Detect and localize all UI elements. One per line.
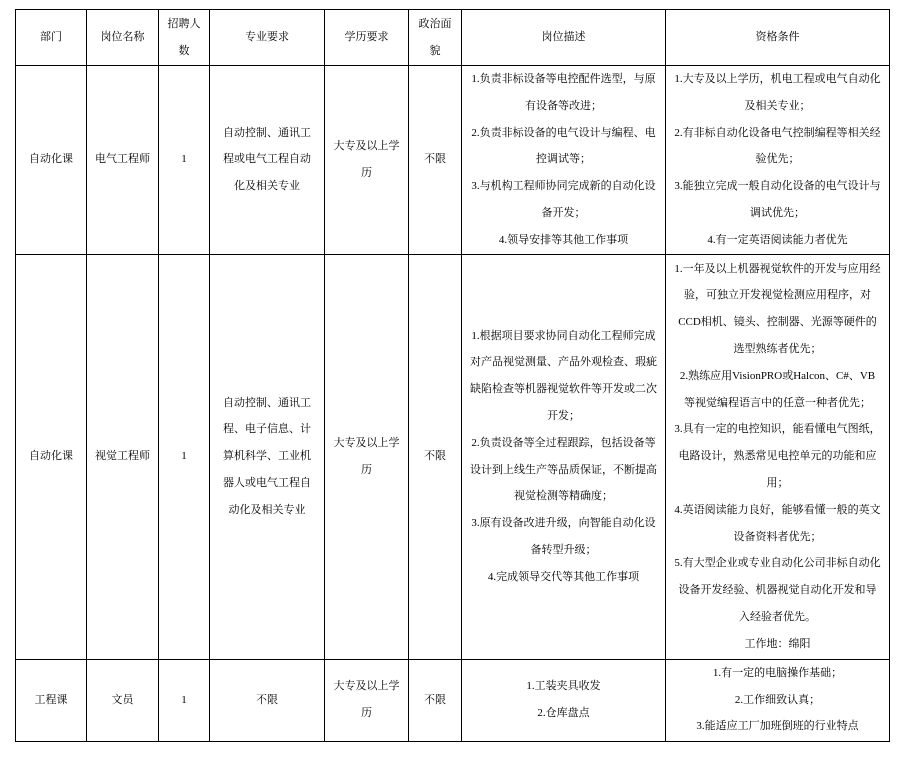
qualification-item — [670, 687, 885, 714]
description-line: 开发； — [547, 409, 580, 422]
table-row — [16, 659, 890, 741]
table-row — [16, 254, 890, 659]
description-line: 4.领导安排等其他工作事项 — [498, 233, 629, 246]
description-item — [466, 66, 661, 120]
position-cell: 电气工程师 — [87, 66, 159, 255]
table-row — [16, 66, 890, 255]
qualification-line: 2.工作细致认真； — [734, 693, 821, 706]
education-cell: 大专及以上学历 — [325, 254, 409, 659]
description-item — [466, 227, 661, 254]
qualifications-cell — [666, 659, 890, 741]
position-cell: 文员 — [87, 659, 159, 741]
position-cell: 视觉工程师 — [87, 254, 159, 659]
description-line: 3.原有设备改进升级，向智能自动化设 — [471, 517, 656, 530]
description-item — [466, 564, 661, 591]
qualification-line: 2.熟练应用VisionPRO或Halcon、C#、VB — [679, 369, 876, 382]
qualification-line: 1.一年及以上机器视觉软件的开发与应用经 — [674, 262, 881, 275]
qualification-line: CCD相机、镜头、控制器、光源等硬件的 — [678, 316, 877, 329]
header-job-description: 岗位描述 — [462, 10, 666, 66]
qualification-line: 用； — [766, 476, 789, 489]
qualification-item — [670, 363, 885, 417]
qualification-line: 1.有一定的电脑操作基础； — [712, 666, 843, 679]
description-line: 2.负责设备等全过程跟踪，包括设备等 — [471, 436, 656, 449]
description-line: 设计到上线生产等品质保证，不断提高 — [470, 463, 657, 476]
description-line: 3.与机构工程师协同完成新的自动化设 — [471, 180, 656, 193]
political-status-cell: 不限 — [409, 66, 462, 255]
description-item — [466, 120, 661, 174]
description-line: 控调试等； — [536, 153, 591, 166]
description-line: 备开发； — [541, 206, 586, 219]
description-line: 2.仓库盘点 — [537, 707, 590, 720]
job-description-cell — [462, 66, 666, 255]
description-item — [466, 173, 661, 227]
header-department: 部门 — [16, 10, 87, 66]
major-cell: 自动控制、通讯工程、电子信息、计算机科学、工业机器人或电气工程自动化及相关专业 — [210, 254, 325, 659]
header-education: 学历要求 — [325, 10, 409, 66]
description-item — [466, 430, 661, 510]
qualification-line: 5.有大型企业或专业自动化公司非标自动化 — [674, 557, 881, 570]
qualification-item — [670, 173, 885, 227]
description-line: 1.工装夹具收发 — [526, 680, 601, 693]
major-cell: 自动控制、通讯工程或电气工程自动化及相关专业 — [210, 66, 325, 255]
description-line: 备转型升级； — [530, 543, 597, 556]
qualification-item — [670, 660, 885, 687]
qualification-line: 等视觉编程语言中的任意一种者优先； — [684, 396, 871, 409]
description-line: 缺陷检查等机器视觉软件等开发或二次 — [470, 383, 657, 396]
education-cell: 大专及以上学历 — [325, 659, 409, 741]
qualification-line: 调试优先； — [750, 206, 805, 219]
department-cell: 自动化课 — [16, 254, 87, 659]
qualification-line: 验优先； — [755, 153, 800, 166]
job-description-cell — [462, 254, 666, 659]
description-line: 2.负责非标设备的电气设计与编程、电 — [471, 126, 656, 139]
job-description-cell — [462, 659, 666, 741]
recruitment-table — [15, 9, 890, 742]
qualification-line: 设备开发经验、机器视觉自动化开发和导 — [678, 584, 877, 597]
qualification-line: 验，可独立开发视觉检测应用程序，对 — [684, 289, 871, 302]
qualification-line: 选型熟练者优先； — [733, 342, 822, 355]
description-item — [466, 700, 661, 727]
political-status-cell: 不限 — [409, 254, 462, 659]
major-cell: 不限 — [210, 659, 325, 741]
qualifications-cell — [666, 254, 890, 659]
qualifications-cell — [666, 66, 890, 255]
qualification-line: 3.能独立完成一般自动化设备的电气设计与 — [674, 180, 881, 193]
header-political-status: 政治面貌 — [409, 10, 462, 66]
description-item — [466, 510, 661, 564]
qualification-line: 设备资料者优先； — [733, 530, 822, 543]
description-line: 视觉检测等精确度； — [514, 490, 613, 503]
header-position: 岗位名称 — [87, 10, 159, 66]
qualification-line: 4.英语阅读能力良好，能够看懂一般的英文 — [674, 503, 881, 516]
headcount-cell: 1 — [159, 659, 210, 741]
header-headcount: 招聘人数 — [159, 10, 210, 66]
qualification-item — [670, 713, 885, 740]
header-qualifications: 资格条件 — [666, 10, 890, 66]
header-major: 专业要求 — [210, 10, 325, 66]
description-item — [466, 323, 661, 430]
qualification-item — [670, 227, 885, 254]
qualification-line: 入经验者优先。 — [739, 610, 816, 623]
description-line: 对产品视觉测量、产品外观检查、瑕疵 — [470, 356, 657, 369]
description-line: 1.根据项目要求协同自动化工程师完成 — [471, 329, 656, 342]
description-item — [466, 673, 661, 700]
description-line: 有设备等改进； — [525, 99, 602, 112]
qualification-item — [670, 550, 885, 630]
qualification-line: 3.能适应工厂加班倒班的行业特点 — [696, 720, 859, 733]
qualification-item — [670, 120, 885, 174]
qualification-line: 及相关专业； — [744, 99, 811, 112]
description-line: 4.完成领导交代等其他工作事项 — [487, 570, 640, 583]
qualification-item — [670, 497, 885, 551]
headcount-cell: 1 — [159, 254, 210, 659]
work-location-note: 工作地：绵阳 — [744, 637, 811, 650]
education-cell: 大专及以上学历 — [325, 66, 409, 255]
qualification-line: 4.有一定英语阅读能力者优先 — [707, 233, 848, 246]
qualification-line: 1.大专及以上学历，机电工程或电气自动化 — [674, 73, 881, 85]
qualification-item — [670, 66, 885, 120]
headcount-cell: 1 — [159, 66, 210, 255]
department-cell: 工程课 — [16, 659, 87, 741]
description-line: 1.负责非标设备等电控配件选型，与原 — [471, 73, 656, 85]
qualification-line: 电路设计，熟悉常见电控单元的功能和应 — [678, 450, 877, 463]
qualification-item — [670, 416, 885, 496]
political-status-cell: 不限 — [409, 659, 462, 741]
table-header-row — [16, 10, 890, 66]
qualification-line: 2.有非标自动化设备电气控制编程等相关经 — [674, 126, 881, 139]
qualification-line: 3.具有一定的电控知识，能看懂电气图纸， — [674, 423, 881, 436]
qualification-item — [670, 256, 885, 363]
department-cell: 自动化课 — [16, 66, 87, 255]
